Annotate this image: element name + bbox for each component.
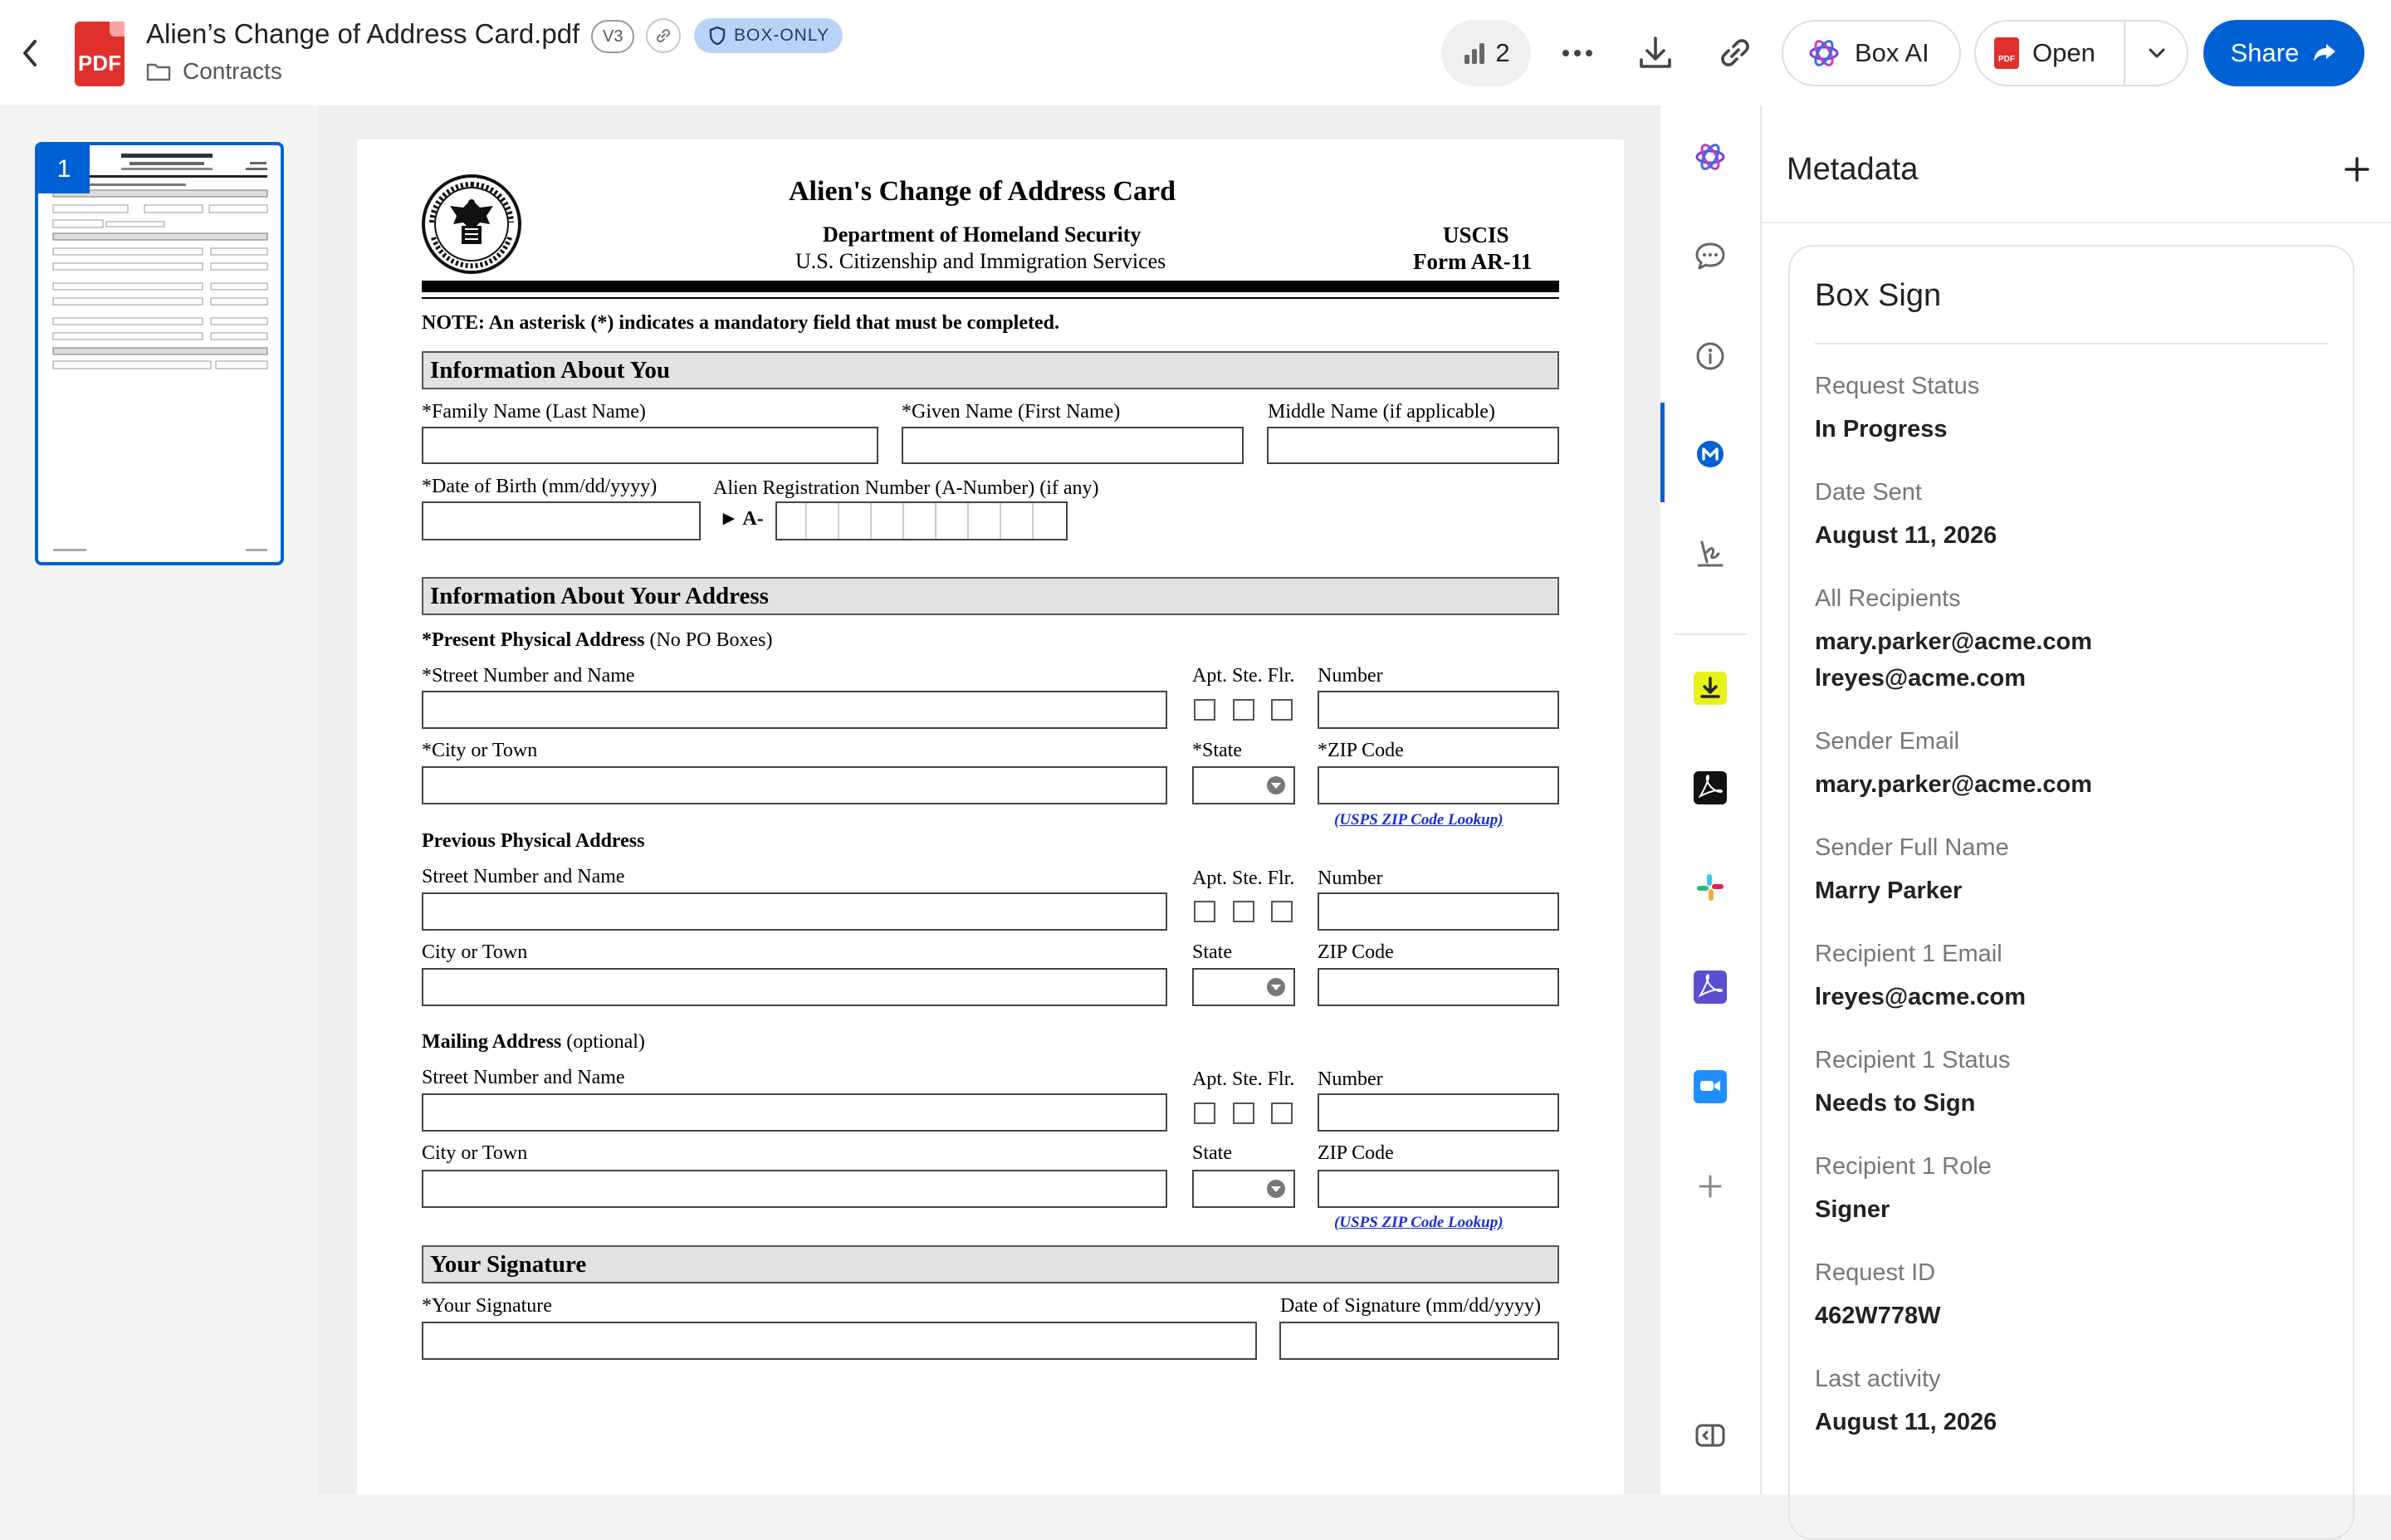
zoom-icon[interactable]: [1690, 1067, 1730, 1107]
present-city-input[interactable]: [422, 766, 1167, 804]
open-with-button[interactable]: PDF Open: [1974, 20, 2188, 86]
comments-icon[interactable]: [1690, 237, 1730, 276]
box-sign-metadata-card: [1788, 245, 2354, 1540]
a-number-digit-cells: [777, 503, 1066, 539]
sender-email-label: Sender Email: [1815, 728, 1960, 755]
mailing-street-input[interactable]: [422, 1093, 1167, 1132]
present-state-select[interactable]: [1192, 766, 1295, 804]
rail-divider: [1674, 633, 1747, 635]
bar-chart-icon: [1462, 41, 1487, 66]
folder-icon: [146, 61, 171, 81]
mailing-apt-checkbox[interactable]: [1194, 1102, 1215, 1124]
previous-street-input[interactable]: [422, 892, 1167, 931]
department-name: Department of Homeland Security: [823, 222, 1142, 247]
share-button[interactable]: Share: [2203, 20, 2364, 86]
previous-number-input[interactable]: [1318, 892, 1559, 931]
mailing-address-heading: Mailing Address (optional): [422, 1031, 645, 1053]
download-app-icon[interactable]: [1690, 668, 1730, 708]
signature-date-label: Date of Signature (mm/dd/yyyy): [1280, 1295, 1541, 1317]
dropdown-arrow-icon: [1267, 1180, 1285, 1198]
signature-label: *Your Signature: [422, 1295, 552, 1317]
shield-icon: [709, 26, 726, 46]
toggle-sidebar-icon[interactable]: [1690, 1415, 1730, 1455]
share-arrow-icon: [2312, 42, 2337, 64]
present-number-label: Number: [1318, 665, 1383, 687]
classification-badge[interactable]: BOX-ONLY: [694, 18, 843, 53]
mailing-zip-input[interactable]: [1318, 1170, 1559, 1208]
present-zip-input[interactable]: [1318, 766, 1559, 804]
box-ai-icon: [1808, 37, 1840, 69]
adobe-sign-icon[interactable]: [1690, 967, 1730, 1007]
version-badge[interactable]: V3: [591, 20, 634, 53]
present-city-label: *City or Town: [422, 740, 538, 761]
a-number-prefix: ► A-: [719, 508, 764, 530]
back-arrow-icon[interactable]: [18, 38, 43, 68]
breadcrumb[interactable]: [146, 58, 282, 85]
date-sent-label: Date Sent: [1815, 479, 1922, 506]
previous-apt-label: Apt. Ste. Flr.: [1192, 868, 1295, 889]
dhs-seal-icon: [420, 173, 523, 276]
section-header-about-you: Information About You: [422, 351, 1559, 389]
sender-full-name-label: Sender Full Name: [1815, 834, 2009, 861]
middle-name-input[interactable]: [1267, 427, 1559, 464]
present-street-label: *Street Number and Name: [422, 665, 635, 687]
info-icon[interactable]: [1690, 336, 1730, 376]
a-number-input[interactable]: [775, 501, 1068, 540]
form-org: USCIS: [1443, 222, 1509, 247]
folder-name[interactable]: Contracts: [183, 58, 282, 84]
button-divider: [2124, 22, 2125, 85]
page-number-badge: 1: [38, 145, 90, 193]
card-title: Box Sign: [1815, 278, 1942, 313]
recipient-1-role-label: Recipient 1 Role: [1815, 1153, 1992, 1180]
recipient-1-email-value[interactable]: lreyes@acme.com: [1815, 984, 2026, 1010]
mailing-apt-label: Apt. Ste. Flr.: [1192, 1068, 1295, 1090]
form-title: Alien's Change of Address Card: [789, 176, 1176, 207]
mailing-zip-label: ZIP Code: [1318, 1142, 1394, 1164]
more-options-icon[interactable]: [1557, 33, 1597, 73]
present-zip-label: *ZIP Code: [1318, 740, 1404, 761]
present-address-heading: *Present Physical Address (No PO Boxes): [422, 629, 773, 651]
mailing-street-label: Street Number and Name: [422, 1067, 625, 1088]
dob-label: *Date of Birth (mm/dd/yyyy): [422, 476, 658, 497]
mailing-state-select[interactable]: [1192, 1170, 1295, 1208]
request-status-label: Request Status: [1815, 373, 1980, 399]
section-header-address: Information About Your Address: [422, 577, 1559, 615]
dob-input[interactable]: [422, 501, 701, 540]
mailing-city-input[interactable]: [422, 1170, 1167, 1208]
previous-ste-checkbox[interactable]: [1233, 901, 1254, 922]
request-id-value[interactable]: 462W778W: [1815, 1303, 1941, 1329]
previous-city-label: City or Town: [422, 941, 528, 963]
previous-zip-input[interactable]: [1318, 968, 1559, 1006]
metadata-icon[interactable]: [1690, 434, 1730, 474]
top-bar: [0, 0, 2391, 107]
box-ai-button[interactable]: Box AI: [1782, 20, 1961, 86]
recipient-1-status-value[interactable]: Needs to Sign: [1815, 1090, 1976, 1117]
previous-state-label: State: [1192, 941, 1232, 963]
present-street-input[interactable]: [422, 691, 1167, 729]
page-thumbnails-panel: [0, 105, 317, 1494]
previous-street-label: Street Number and Name: [422, 866, 625, 887]
previous-city-input[interactable]: [422, 968, 1167, 1006]
chevron-down-icon[interactable]: [2147, 43, 2167, 63]
zip-lookup-link[interactable]: (USPS ZIP Code Lookup): [1334, 1214, 1504, 1231]
present-flr-checkbox[interactable]: [1271, 699, 1293, 721]
file-name: Alien’s Change of Address Card.pdf: [146, 18, 580, 49]
signature-date-input[interactable]: [1279, 1322, 1559, 1360]
add-integration-icon[interactable]: [1690, 1166, 1730, 1206]
present-apt-checkbox[interactable]: [1194, 699, 1215, 721]
box-ai-icon[interactable]: [1690, 137, 1730, 177]
link-icon: [654, 27, 672, 45]
pdf-app-icon: PDF: [1994, 37, 2019, 69]
agency-name: U.S. Citizenship and Immigration Services: [795, 249, 1166, 273]
thumbnail-preview: [38, 145, 281, 562]
previous-zip-label: ZIP Code: [1318, 941, 1394, 963]
all-recipients-value[interactable]: mary.parker@acme.com: [1815, 628, 2093, 655]
all-recipients-label: All Recipients: [1815, 585, 1961, 612]
given-name-input[interactable]: [902, 427, 1244, 464]
active-tab-indicator: [1660, 403, 1665, 502]
present-number-input[interactable]: [1318, 691, 1559, 729]
header-rule-thick: [422, 281, 1559, 292]
sender-email-value[interactable]: mary.parker@acme.com: [1815, 771, 2093, 798]
header-rule-thin: [422, 297, 1559, 299]
mandatory-note: NOTE: An asterisk (*) indicates a mandatory field that must be completed.: [422, 312, 1059, 334]
section-header-signature: Your Signature: [422, 1245, 1559, 1283]
request-status-value[interactable]: In Progress: [1815, 416, 1948, 442]
previous-apt-checkbox[interactable]: [1194, 901, 1215, 922]
slack-icon[interactable]: [1690, 868, 1730, 907]
mailing-flr-checkbox[interactable]: [1271, 1102, 1293, 1124]
mailing-state-label: State: [1192, 1142, 1232, 1164]
add-metadata-icon[interactable]: [2343, 155, 2371, 183]
a-number-label: Alien Registration Number (A-Number) (if any): [713, 477, 1099, 499]
previous-flr-checkbox[interactable]: [1271, 901, 1293, 922]
present-state-label: *State: [1192, 740, 1242, 761]
acrobat-icon[interactable]: [1690, 768, 1730, 808]
request-id-label: Request ID: [1815, 1259, 1936, 1286]
date-sent-value[interactable]: August 11, 2026: [1815, 522, 1997, 549]
family-name-input[interactable]: [422, 427, 878, 464]
all-recipients-value-2[interactable]: lreyes@acme.com: [1815, 665, 2026, 692]
signature-input[interactable]: [422, 1322, 1257, 1360]
middle-name-label: Middle Name (if applicable): [1268, 401, 1495, 423]
sign-icon[interactable]: [1690, 534, 1730, 574]
access-stats-button[interactable]: 2: [1441, 20, 1531, 86]
previous-address-heading: Previous Physical Address: [422, 830, 645, 852]
card-divider: [1815, 343, 2328, 345]
previous-state-select[interactable]: [1192, 968, 1295, 1006]
sidebar-rail: [1660, 105, 1762, 1494]
download-icon[interactable]: [1636, 33, 1675, 73]
sender-full-name-value[interactable]: Marry Parker: [1815, 878, 1963, 904]
given-name-label: *Given Name (First Name): [902, 401, 1121, 423]
present-apt-label: Apt. Ste. Flr.: [1192, 665, 1295, 687]
recipient-1-status-label: Recipient 1 Status: [1815, 1047, 2011, 1073]
present-ste-checkbox[interactable]: [1233, 699, 1254, 721]
pdf-file-icon: PDF: [75, 22, 125, 86]
last-activity-label: Last activity: [1815, 1366, 1941, 1392]
mailing-number-label: Number: [1318, 1068, 1383, 1090]
panel-divider: [1762, 222, 2391, 223]
dropdown-arrow-icon: [1267, 776, 1285, 794]
metadata-title: Metadata: [1787, 152, 1919, 187]
last-activity-value[interactable]: August 11, 2026: [1815, 1409, 1997, 1435]
dropdown-arrow-icon: [1267, 978, 1285, 996]
page-thumbnail[interactable]: [35, 142, 284, 565]
mailing-number-input[interactable]: [1318, 1093, 1559, 1132]
metadata-panel: [1762, 105, 2391, 1494]
recipient-1-email-label: Recipient 1 Email: [1815, 941, 2002, 967]
mailing-ste-checkbox[interactable]: [1233, 1102, 1254, 1124]
previous-number-label: Number: [1318, 868, 1383, 889]
zip-lookup-link[interactable]: (USPS ZIP Code Lookup): [1334, 811, 1504, 829]
family-name-label: *Family Name (Last Name): [422, 401, 646, 423]
copy-link-icon[interactable]: [1715, 33, 1755, 73]
recipient-1-role-value[interactable]: Signer: [1815, 1196, 1890, 1223]
mailing-city-label: City or Town: [422, 1142, 528, 1164]
form-number: Form AR-11: [1413, 249, 1533, 274]
shared-link-indicator[interactable]: [646, 18, 681, 53]
